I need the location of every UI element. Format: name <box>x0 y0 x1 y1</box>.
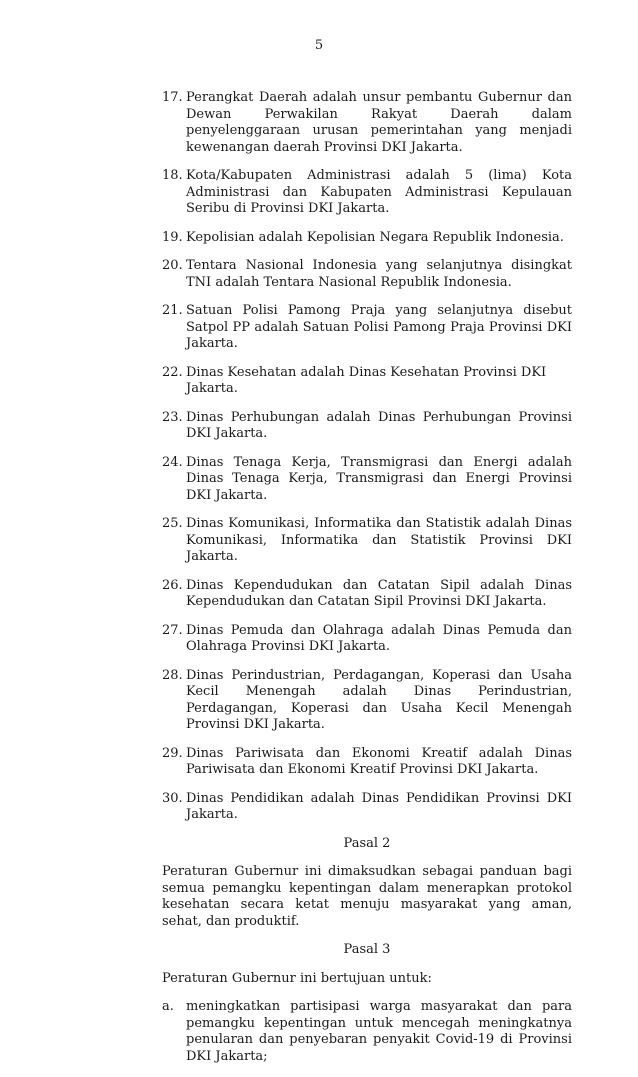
definition-number: 29. <box>162 745 183 761</box>
definition-item-19 <box>162 230 572 247</box>
definition-number: 30. <box>162 790 183 806</box>
definition-item-28 <box>162 668 572 734</box>
definition-text: Satuan Polisi Pamong Praja yang selanjutnya disebut Satpol PP adalah Satuan Polisi Pamong Praja Provinsi DKI Jakarta. <box>186 303 572 351</box>
definition-item-24 <box>162 455 572 505</box>
definition-number: 21. <box>162 303 183 318</box>
definition-number: 24. <box>162 454 183 470</box>
definition-item-25 <box>162 516 572 566</box>
definition-item-20 <box>162 258 572 291</box>
page-number: 5 <box>314 38 324 53</box>
definition-number: 18. <box>162 168 183 183</box>
definition-number: 27. <box>162 622 183 638</box>
definition-text: Kota/Kabupaten Administrasi adalah 5 (lima) Kota Administrasi dan Kabupaten Administrasi Kepulauan Seribu di Provinsi DKI Jakarta. <box>186 168 572 216</box>
definition-text: Kepolisian adalah Kepolisian Negara Republik Indonesia. <box>186 229 564 245</box>
definition-text: Dinas Perindustrian, Perdagangan, Koperasi dan Usaha Kecil Menengah adalah Dinas Perindustrian, Perdagangan, Koperasi dan Usaha Kecil Menengah Provinsi DKI Jakarta. <box>186 667 572 732</box>
definition-item-22 <box>162 365 572 398</box>
definition-number: 19. <box>162 229 183 245</box>
definition-number: 20. <box>162 258 183 273</box>
definition-number: 22. <box>162 364 183 380</box>
definition-item-27 <box>162 623 572 656</box>
definition-text: Tentara Nasional Indonesia yang selanjutnya disingkat TNI adalah Tentara Nasional Republik Indonesia. <box>186 258 572 290</box>
definition-text: Dinas Perhubungan adalah Dinas Perhubungan Provinsi DKI Jakarta. <box>186 409 572 441</box>
definition-number: 17. <box>162 90 183 105</box>
pasal-3-heading: Pasal 3 <box>343 942 391 957</box>
definition-number: 28. <box>162 667 183 683</box>
definition-item-29 <box>162 746 572 779</box>
definition-item-21 <box>162 303 572 353</box>
list-item-label: a. <box>162 999 174 1014</box>
definition-item-17 <box>162 90 572 156</box>
definition-number: 23. <box>162 409 183 425</box>
definition-item-30 <box>162 791 572 824</box>
definition-item-26 <box>162 578 572 611</box>
definition-text: Perangkat Daerah adalah unsur pembantu Gubernur dan Dewan Perwakilan Rakyat Daerah dalam penyelenggaraan urusan pemerintahan yang menjadi kewenangan daerah Provinsi DKI Jakarta. <box>186 90 572 155</box>
definition-text: Dinas Pariwisata dan Ekonomi Kreatif adalah Dinas Pariwisata dan Ekonomi Kreatif Provinsi DKI Jakarta. <box>186 745 572 777</box>
definition-text: Dinas Kependudukan dan Catatan Sipil adalah Dinas Kependudukan dan Catatan Sipil Provinsi DKI Jakarta. <box>186 577 572 609</box>
definition-text: Dinas Pendidikan adalah Dinas Pendidikan Provinsi DKI Jakarta. <box>186 790 572 822</box>
definition-number: 26. <box>162 577 183 593</box>
definition-item-18 <box>162 168 572 218</box>
definition-number: 25. <box>162 516 183 531</box>
list-item-text: meningkatkan partisipasi warga masyarakat dan para pemangku kepentingan untuk mencegah meningkatnya penularan dan penyebaran penyakit Covid-19 di Provinsi DKI Jakarta; <box>186 999 572 1064</box>
pasal-2-heading: Pasal 2 <box>343 835 391 851</box>
pasal-2-text: Peraturan Gubernur ini dimaksudkan sebagai panduan bagi semua pemangku kepentingan dalam menerapkan protokol kesehatan secara ketat menuju masyarakat yang aman, sehat, dan produktif. <box>162 864 572 929</box>
definition-item-23 <box>162 410 572 443</box>
definition-text: Dinas Tenaga Kerja, Transmigrasi dan Energi adalah Dinas Tenaga Kerja, Transmigrasi dan Energi Provinsi DKI Jakarta. <box>186 454 572 503</box>
document-body <box>162 90 572 1077</box>
definition-text: Dinas Komunikasi, Informatika dan Statistik adalah Dinas Komunikasi, Informatika dan Statistik Provinsi DKI Jakarta. <box>186 516 572 564</box>
pasal-3-item-a <box>162 999 572 1065</box>
definition-text: Dinas Pemuda dan Olahraga adalah Dinas Pemuda dan Olahraga Provinsi DKI Jakarta. <box>186 622 572 654</box>
definition-text: Dinas Kesehatan adalah Dinas Kesehatan Provinsi DKI Jakarta. <box>186 364 547 396</box>
pasal-3-intro: Peraturan Gubernur ini bertujuan untuk: <box>162 970 432 986</box>
